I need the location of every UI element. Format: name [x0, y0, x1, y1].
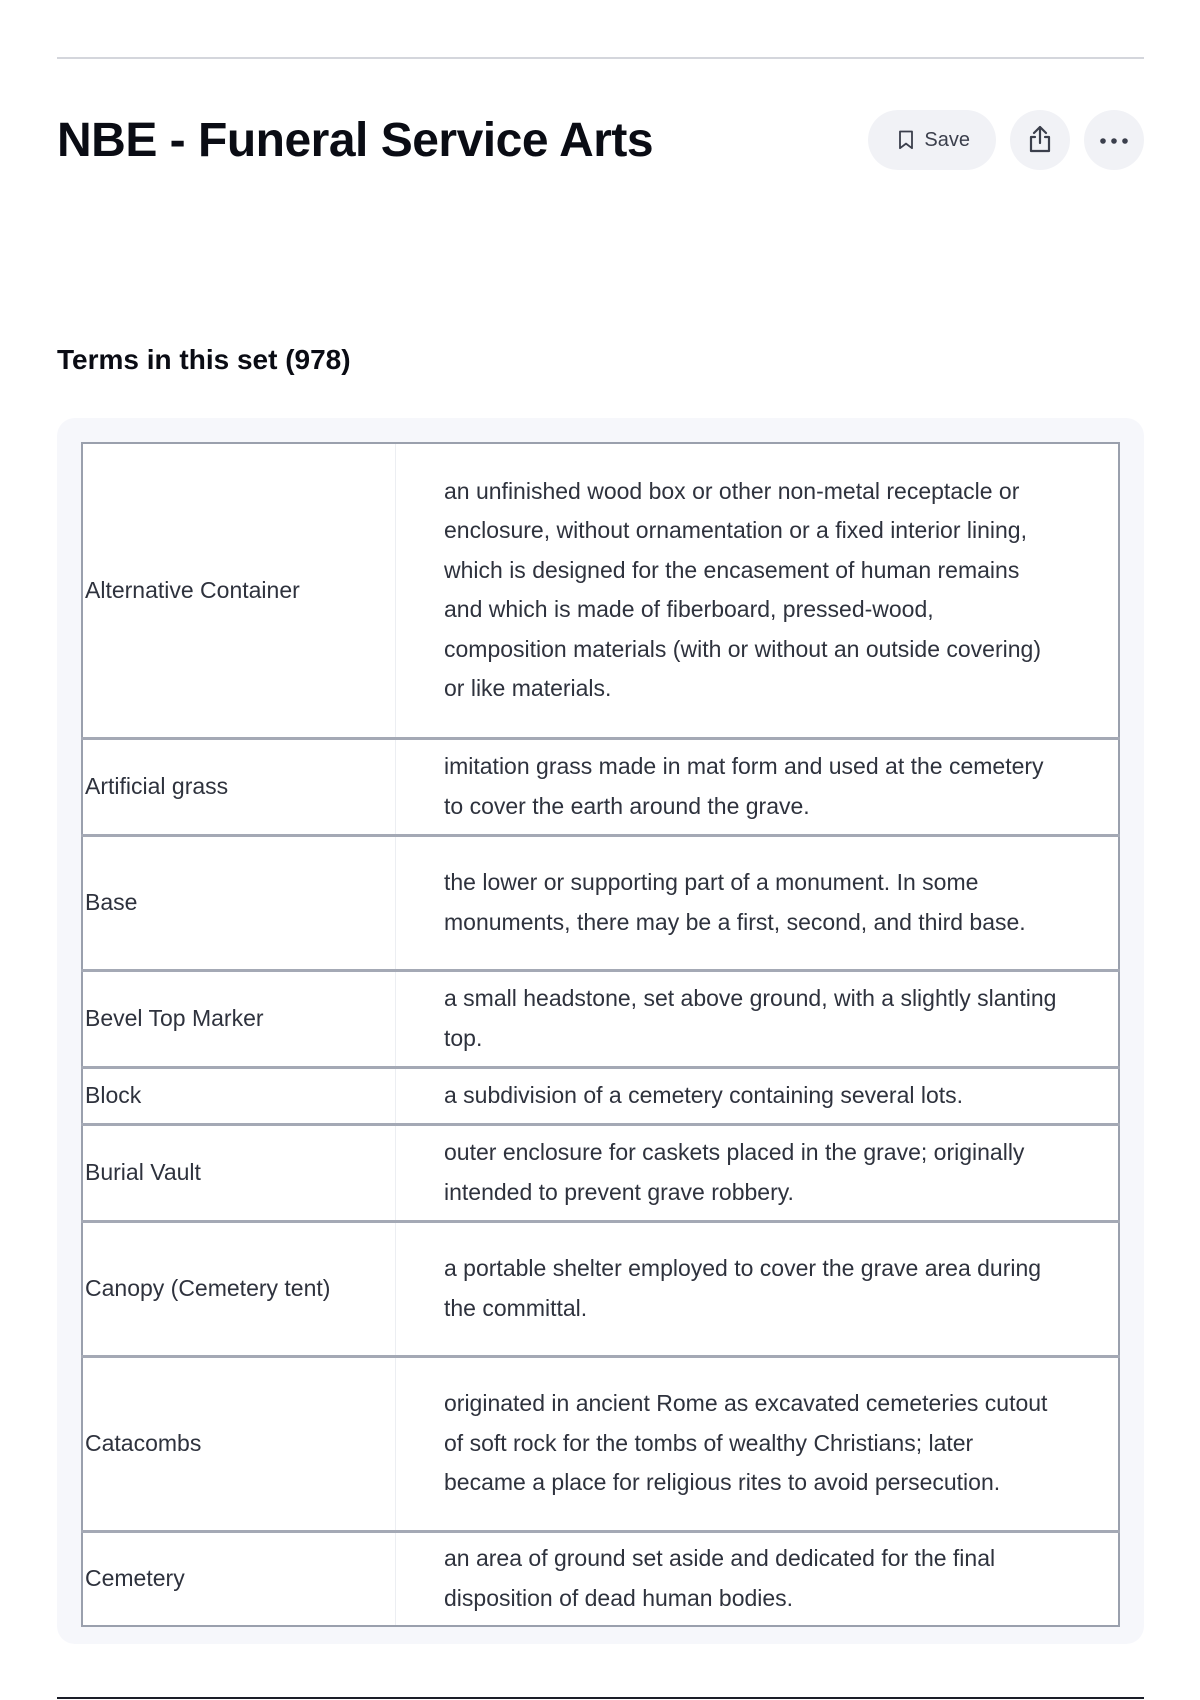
page-title: NBE - Funeral Service Arts	[57, 114, 654, 167]
table-row	[82, 1067, 1119, 1124]
definition-cell: the lower or supporting part of a monument. In some monuments, there may be a first, second, and third base.	[444, 869, 1026, 935]
definition-cell: a small headstone, set above ground, with a slightly slanting top.	[444, 985, 1057, 1051]
term-cell: Burial Vault	[82, 1124, 396, 1221]
terms-panel	[57, 418, 1144, 1644]
definition-cell: outer enclosure for caskets placed in the grave; originally intended to prevent grave robbery.	[444, 1139, 1025, 1205]
definition-cell: originated in ancient Rome as excavated cemeteries cutout of soft rock for the tombs of wealthy Christians; later became a place for religious rites to avoid persecution.	[444, 1390, 1048, 1496]
top-divider	[57, 57, 1144, 59]
table-row	[82, 1356, 1119, 1531]
table-row	[82, 738, 1119, 835]
table-row	[82, 1124, 1119, 1221]
term-cell: Bevel Top Marker	[82, 970, 396, 1067]
save-button[interactable]	[868, 110, 996, 170]
table-row	[82, 970, 1119, 1067]
save-button-label: Save	[924, 128, 970, 151]
table-row	[82, 1221, 1119, 1356]
definition-cell: a subdivision of a cemetery containing several lots.	[444, 1081, 964, 1108]
table-row	[82, 835, 1119, 970]
definition-cell: imitation grass made in mat form and used at the cemetery to cover the earth around the grave.	[444, 753, 1044, 819]
term-cell: Artificial grass	[82, 738, 396, 835]
term-cell: Canopy (Cemetery tent)	[82, 1221, 396, 1356]
term-cell: Alternative Container	[82, 443, 396, 738]
definition-cell: an unfinished wood box or other non-metal receptacle or enclosure, without ornamentation or a fixed interior lining, which is designed for the encasement of human remains and which is made of fiberboard, pressed-wood, composition materials (with or without an outside covering) or like materials.	[444, 477, 1041, 702]
definition-cell: a portable shelter employed to cover the grave area during the committal.	[444, 1255, 1042, 1321]
term-cell: Catacombs	[82, 1356, 396, 1531]
more-options-button[interactable]	[1084, 110, 1144, 170]
table-row	[82, 1531, 1119, 1626]
bottom-divider	[57, 1697, 1144, 1699]
term-cell: Cemetery	[82, 1531, 396, 1626]
share-icon	[1026, 124, 1054, 157]
share-button[interactable]	[1010, 110, 1070, 170]
table-row	[82, 443, 1119, 738]
term-cell: Base	[82, 835, 396, 970]
term-cell: Block	[82, 1067, 396, 1124]
more-icon	[1099, 133, 1129, 148]
bookmark-icon	[898, 130, 914, 150]
terms-table	[81, 442, 1120, 1627]
terms-count-heading: Terms in this set (978)	[57, 344, 351, 375]
definition-cell: an area of ground set aside and dedicated for the final disposition of dead human bodies.	[444, 1545, 996, 1611]
header-actions	[868, 110, 1144, 170]
